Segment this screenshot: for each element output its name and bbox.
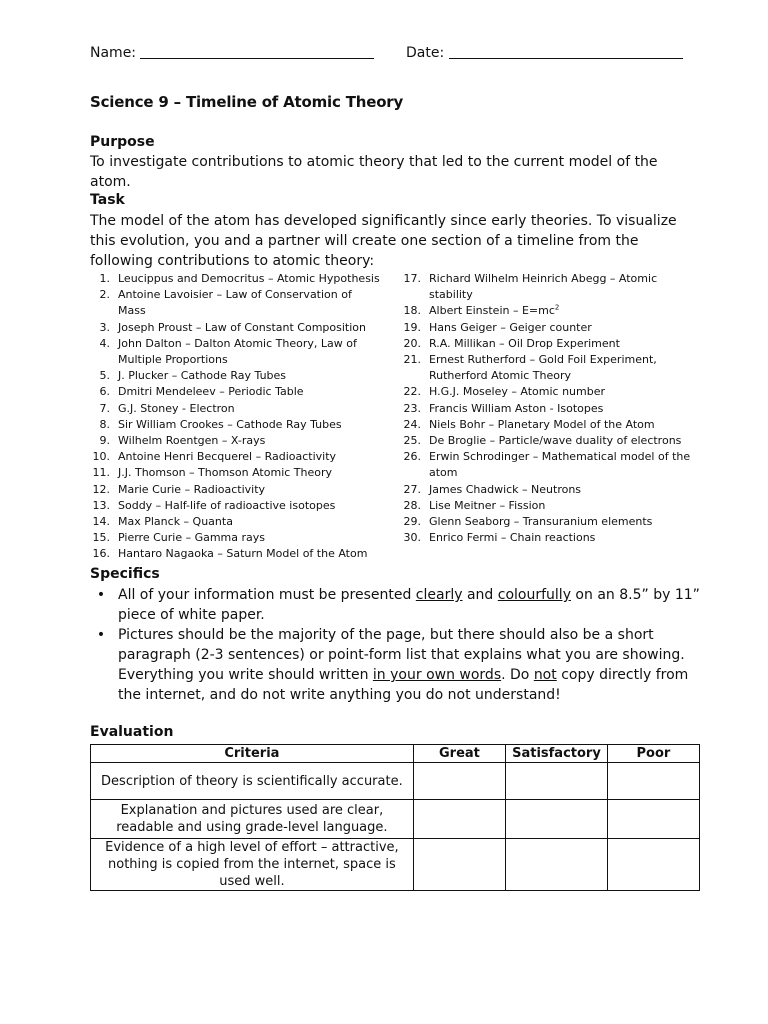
list-item: 1. Leucippus and Democritus – Atomic Hypothesis <box>99 272 380 285</box>
great-cell[interactable] <box>413 763 505 800</box>
great-cell[interactable] <box>413 839 505 891</box>
purpose-heading: Purpose <box>90 134 155 150</box>
list-item: 3. Joseph Proust – Law of Constant Composition <box>99 320 366 334</box>
list-item: 16. Hantaro Nagaoka – Saturn Model of the Atom <box>92 547 368 561</box>
superscript: 2 <box>554 303 560 312</box>
list-item: 8. Sir William Crookes – Cathode Ray Tubes <box>99 417 342 431</box>
contributions-list-left <box>90 271 380 563</box>
evaluation-heading: Evaluation <box>90 724 174 740</box>
task-heading: Task <box>90 192 125 208</box>
task-text: The model of the atom has developed significantly since early theories. To visualize this evolution, you and a partner will create one section of a timeline from the following contributions to atomic theory: <box>90 213 677 269</box>
page-title: Science 9 – Timeline of Atomic Theory <box>90 93 404 111</box>
criteria-cell: Evidence of a high level of effort – attractive, nothing is copied from the internet, space is used well. <box>91 839 414 891</box>
list-item: 7. G.J. Stoney - Electron <box>99 401 235 415</box>
list-item: 18. Albert Einstein – $E=mc^2$ <box>403 303 560 318</box>
list-item: 15. Pierre Curie – Gamma rays <box>92 531 266 545</box>
list-item: 21. Ernest Rutherford – Gold Foil Experiment, Rutherford Atomic Theory <box>403 353 657 383</box>
satisfactory-cell[interactable] <box>506 839 608 891</box>
poor-cell[interactable] <box>607 763 699 800</box>
specifics-list <box>90 585 700 705</box>
date-label: Date: <box>406 45 445 61</box>
list-item: 30. Enrico Fermi – Chain reactions <box>403 531 596 545</box>
column-header-great: Great <box>413 745 505 763</box>
name-blank-line[interactable] <box>140 44 374 59</box>
list-item: 14. Max Planck – Quanta <box>92 515 233 529</box>
date-field[interactable] <box>406 44 683 61</box>
specifics-heading: Specifics <box>90 566 160 582</box>
poor-cell[interactable] <box>607 839 699 891</box>
table-row <box>91 839 700 891</box>
list-item: • Pictures should be the majority of the page, but there should also be a short paragraph (2-3 sentences) or point-form list that explains what you are showing. Everything you write should written in your own words. Do not copy directly from the internet, and do not write anything you do not understand! <box>90 625 700 705</box>
great-cell[interactable] <box>413 800 505 839</box>
table-row <box>91 763 700 800</box>
list-item: 20. R.A. Millikan – Oil Drop Experiment <box>403 336 620 350</box>
date-blank-line[interactable] <box>449 44 683 59</box>
list-item: • All of your information must be presented clearly and colourfully on an 8.5” by 11” piece of white paper. <box>90 585 700 625</box>
list-item: 19. Hans Geiger – Geiger counter <box>403 320 592 334</box>
satisfactory-cell[interactable] <box>506 763 608 800</box>
list-item: 28. Lise Meitner – Fission <box>403 498 546 512</box>
list-item: 24. Niels Bohr – Planetary Model of the Atom <box>403 417 655 431</box>
list-item: 29. Glenn Seaborg – Transuranium elements <box>403 515 653 529</box>
list-item: 13. Soddy – Half-life of radioactive isotopes <box>92 498 336 512</box>
list-item: 26. Erwin Schrodinger – Mathematical model of the atom <box>403 450 691 480</box>
list-item: 11. J.J. Thomson – Thomson Atomic Theory <box>92 466 333 480</box>
evaluation-rubric-table <box>90 744 700 891</box>
criteria-cell: Explanation and pictures used are clear, readable and using grade-level language. <box>91 800 414 839</box>
list-item: 9. Wilhelm Roentgen – X-rays <box>99 434 266 448</box>
list-item: 2. Antoine Lavoisier – Law of Conservation of Mass <box>99 288 352 318</box>
poor-cell[interactable] <box>607 800 699 839</box>
table-row <box>91 800 700 839</box>
column-header-satisfactory: Satisfactory <box>506 745 608 763</box>
contributions-list-right <box>401 271 701 546</box>
list-item: 10. Antoine Henri Becquerel – Radioactivity <box>92 450 337 464</box>
purpose-text: To investigate contributions to atomic theory that led to the current model of the atom. <box>90 154 658 190</box>
name-label: Name: <box>90 45 137 61</box>
table-header-row <box>91 745 700 763</box>
list-item: 12. Marie Curie – Radioactivity <box>92 482 266 496</box>
list-item: 25. De Broglie – Particle/wave duality of electrons <box>403 434 682 448</box>
list-item: 22. H.G.J. Moseley – Atomic number <box>403 385 605 399</box>
column-header-criteria: Criteria <box>91 745 414 763</box>
list-item: 5. J. Plucker – Cathode Ray Tubes <box>99 369 287 383</box>
list-item: 23. Francis William Aston - Isotopes <box>403 401 604 415</box>
criteria-cell: Description of theory is scientifically accurate. <box>91 763 414 800</box>
list-item: 6. Dmitri Mendeleev – Periodic Table <box>99 385 304 399</box>
list-item: 27. James Chadwick – Neutrons <box>403 482 582 496</box>
column-header-poor: Poor <box>607 745 699 763</box>
list-item: 4. John Dalton – Dalton Atomic Theory, Law of Multiple Proportions <box>99 336 357 367</box>
name-field[interactable] <box>90 44 374 61</box>
list-item: 17. Richard Wilhelm Heinrich Abegg – Atomic stability <box>403 272 658 302</box>
satisfactory-cell[interactable] <box>506 800 608 839</box>
